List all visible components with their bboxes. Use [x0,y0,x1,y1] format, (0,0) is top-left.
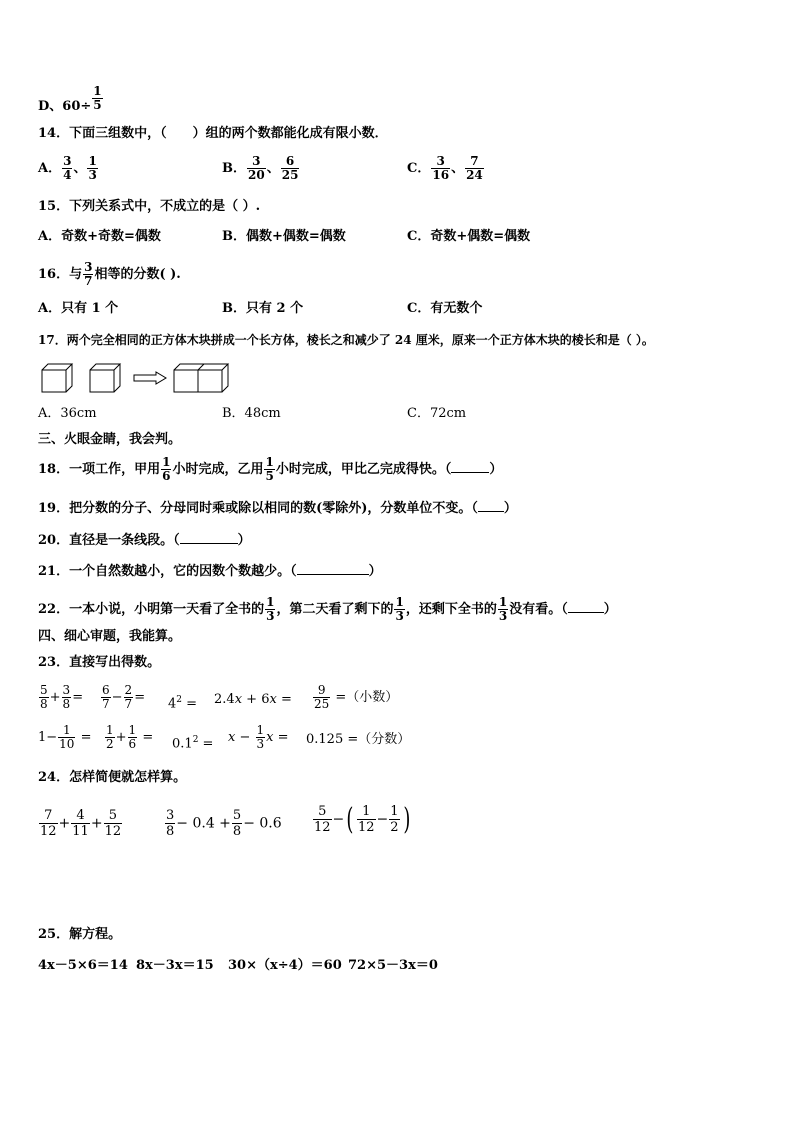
expr-r2-5: 0.125 =（分数） [306,732,411,747]
q16-option-b: B．只有 2 个 [222,301,304,316]
q15-option-c: C．奇数+偶数=偶数 [407,229,531,244]
q22-stem: 22．一本小说，小明第一天看了全书的 $\frac{1}{3}$ ，第二天看了剩下的 $\frac{1}{3}$ ，还剩下全书的 $\frac{1}{3}$ 没有看。（ ） [38,595,617,623]
q16-option-c: C．有无数个 [407,301,483,316]
q14-option-b: B． $\frac{3}{20}$ 、 $\frac{6}{25}$ [222,154,299,182]
expr-r2-3: $0.1^2$ = [172,735,214,752]
q19-stem: 19．把分数的分子、分母同时乘或除以相同的数(零除外)，分数单位不变。（ ） [38,501,517,516]
fraction: $\frac{1}{5}$ [93,84,102,112]
q16-option-a: A．只有 1 个 [38,301,119,316]
q18-stem: 18．一项工作，甲用 $\frac{1}{6}$ 小时完成，乙用 $\frac{1}{5}$ 小时完成，甲比乙完成得快。（ ） [38,455,503,483]
answer-blank[interactable] [297,562,369,575]
equation-1: 4x－5×6＝14 [38,958,128,973]
expr-r2-2: $\frac{1}{2}$ + $\frac{1}{6}$ = [106,723,154,751]
answer-blank[interactable] [568,600,604,613]
section-4-heading: 四、细心审题，我能算。 [38,629,182,644]
answer-blank[interactable] [478,499,504,512]
expr-r1-2: $\frac{6}{7}$ − $\frac{2}{7}$ = [102,683,146,711]
expr-r1-4: 2.4x + 6x = [214,692,292,707]
expr-24-2: $\frac{3}{8}$ − 0.4 + $\frac{5}{8}$ − 0.6 [166,808,282,839]
equation-4: 72×5－3x＝0 [348,958,438,973]
q15-stem: 15．下列关系式中，不成立的是（ ）. [38,199,261,214]
section-3-heading: 三、火眼金睛，我会判。 [38,432,182,447]
expr-r2-1: 1− $\frac{1}{10}$ = [38,723,92,751]
q21-stem: 21．一个自然数越小，它的因数个数越少。（ ） [38,564,382,579]
answer-blank[interactable] [451,460,489,473]
q17-option-a: A．36cm [38,406,97,421]
expr-r2-4: x − $\frac{1}{3}$ x = [228,723,289,751]
equation-2: 8x－3x＝15 [136,958,214,973]
q14-stem: 14．下面三组数中，（ ）组的两个数都能化成有限小数． [38,126,388,141]
q24-stem: 24．怎样简便就怎样算。 [38,770,187,785]
answer-blank[interactable] [180,531,238,544]
q15-option-b: B．偶数+偶数=偶数 [222,229,346,244]
q17-stem: 17．两个完全相同的正方体木块拼成一个长方体，棱长之和减少了 24 厘米，原来一个正方体木块的棱长和是（ ）。 [38,333,654,347]
expr-r1-1: $\frac{5}{8}$ + $\frac{3}{8}$ = [40,683,84,711]
equation-3: 30×（x÷4）＝60 [228,958,342,973]
q14-option-a: A． $\frac{3}{4}$ 、 $\frac{1}{3}$ [38,154,97,182]
q25-stem: 25．解方程。 [38,927,122,942]
expr-r1-3: $4^2$ = [168,695,198,712]
q17-option-c: C．72cm [407,406,467,421]
q20-stem: 20．直径是一条线段。（ ） [38,533,251,548]
q15-option-a: A．奇数+奇数=偶数 [38,229,161,244]
expr-24-1: $\frac{7}{12}$ + $\frac{4}{11}$ + $\frac{5}{12}$ [40,808,122,839]
q23-stem: 23．直接写出得数。 [38,655,161,670]
expr-r1-5: $\frac{9}{25}$ =（小数） [314,683,399,711]
q17-option-b: B．48cm [222,406,281,421]
cube-diagram [38,360,238,396]
q14-option-c: C． $\frac{3}{16}$ 、 $\frac{7}{24}$ [407,154,483,182]
expr-24-3: $\frac{5}{12}$ −( $\frac{1}{12}$ − $\frac{1}{2}$ ) [314,801,410,837]
q13-option-d: D、60÷ $\frac{1}{5}$ [38,84,102,114]
q16-stem: 16．与 $\frac{3}{7}$ 相等的分数( ). [38,260,181,288]
